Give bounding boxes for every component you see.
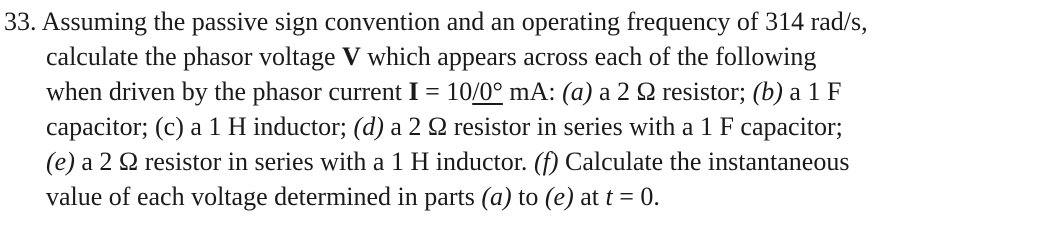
part-a-label: (a) xyxy=(562,77,593,106)
line6-end: = 0. xyxy=(612,182,660,211)
problem-line-6 xyxy=(4,179,1034,214)
part-f-label: (f) xyxy=(533,147,559,176)
problem-line-4 xyxy=(4,109,1034,144)
part-b-text: a 1 F xyxy=(782,77,842,106)
line5-text-b: Calculate the instantaneous xyxy=(558,147,850,176)
part-e-label: (e) xyxy=(46,147,75,176)
time-variable: t xyxy=(605,182,613,211)
part-d-label: (d) xyxy=(353,112,384,141)
part-a-text: a 2 Ω resistor; xyxy=(592,77,753,106)
problem-line-5 xyxy=(4,144,1034,179)
line4-text-b: a 2 Ω resistor in series with a 1 F capacitor; xyxy=(383,112,843,141)
problem-statement xyxy=(4,4,1034,214)
part-b-label: (b) xyxy=(752,77,783,106)
ref-part-a: (a) xyxy=(481,182,512,211)
line6-text-a: value of each voltage determined in parts xyxy=(46,182,482,211)
line1-text: Assuming the passive sign convention and an operating frequency of 314 rad/s, xyxy=(41,7,868,36)
problem-number: 33. xyxy=(4,7,37,36)
line4-text-a: capacitor; (c) a 1 H inductor; xyxy=(46,112,354,141)
line5-text-a: a 2 Ω resistor in series with a 1 H inductor. xyxy=(74,147,534,176)
problem-line-1 xyxy=(4,4,1034,39)
line6-to: to xyxy=(511,182,545,211)
line6-at: at xyxy=(573,182,606,211)
phasor-current-symbol: I xyxy=(408,77,419,106)
phasor-voltage-symbol: V xyxy=(341,42,361,71)
line2-text-a: calculate the phasor voltage xyxy=(46,42,342,71)
line3-equals: = 10 xyxy=(418,77,473,106)
line3-unit: mA: xyxy=(502,77,563,106)
line3-text-a: when driven by the phasor current xyxy=(46,77,409,106)
phase-angle: /0° xyxy=(472,77,503,106)
line2-text-b: which appears across each of the following xyxy=(360,42,817,71)
problem-line-2 xyxy=(4,39,1034,74)
problem-line-3 xyxy=(4,74,1034,109)
ref-part-e: (e) xyxy=(544,182,574,211)
